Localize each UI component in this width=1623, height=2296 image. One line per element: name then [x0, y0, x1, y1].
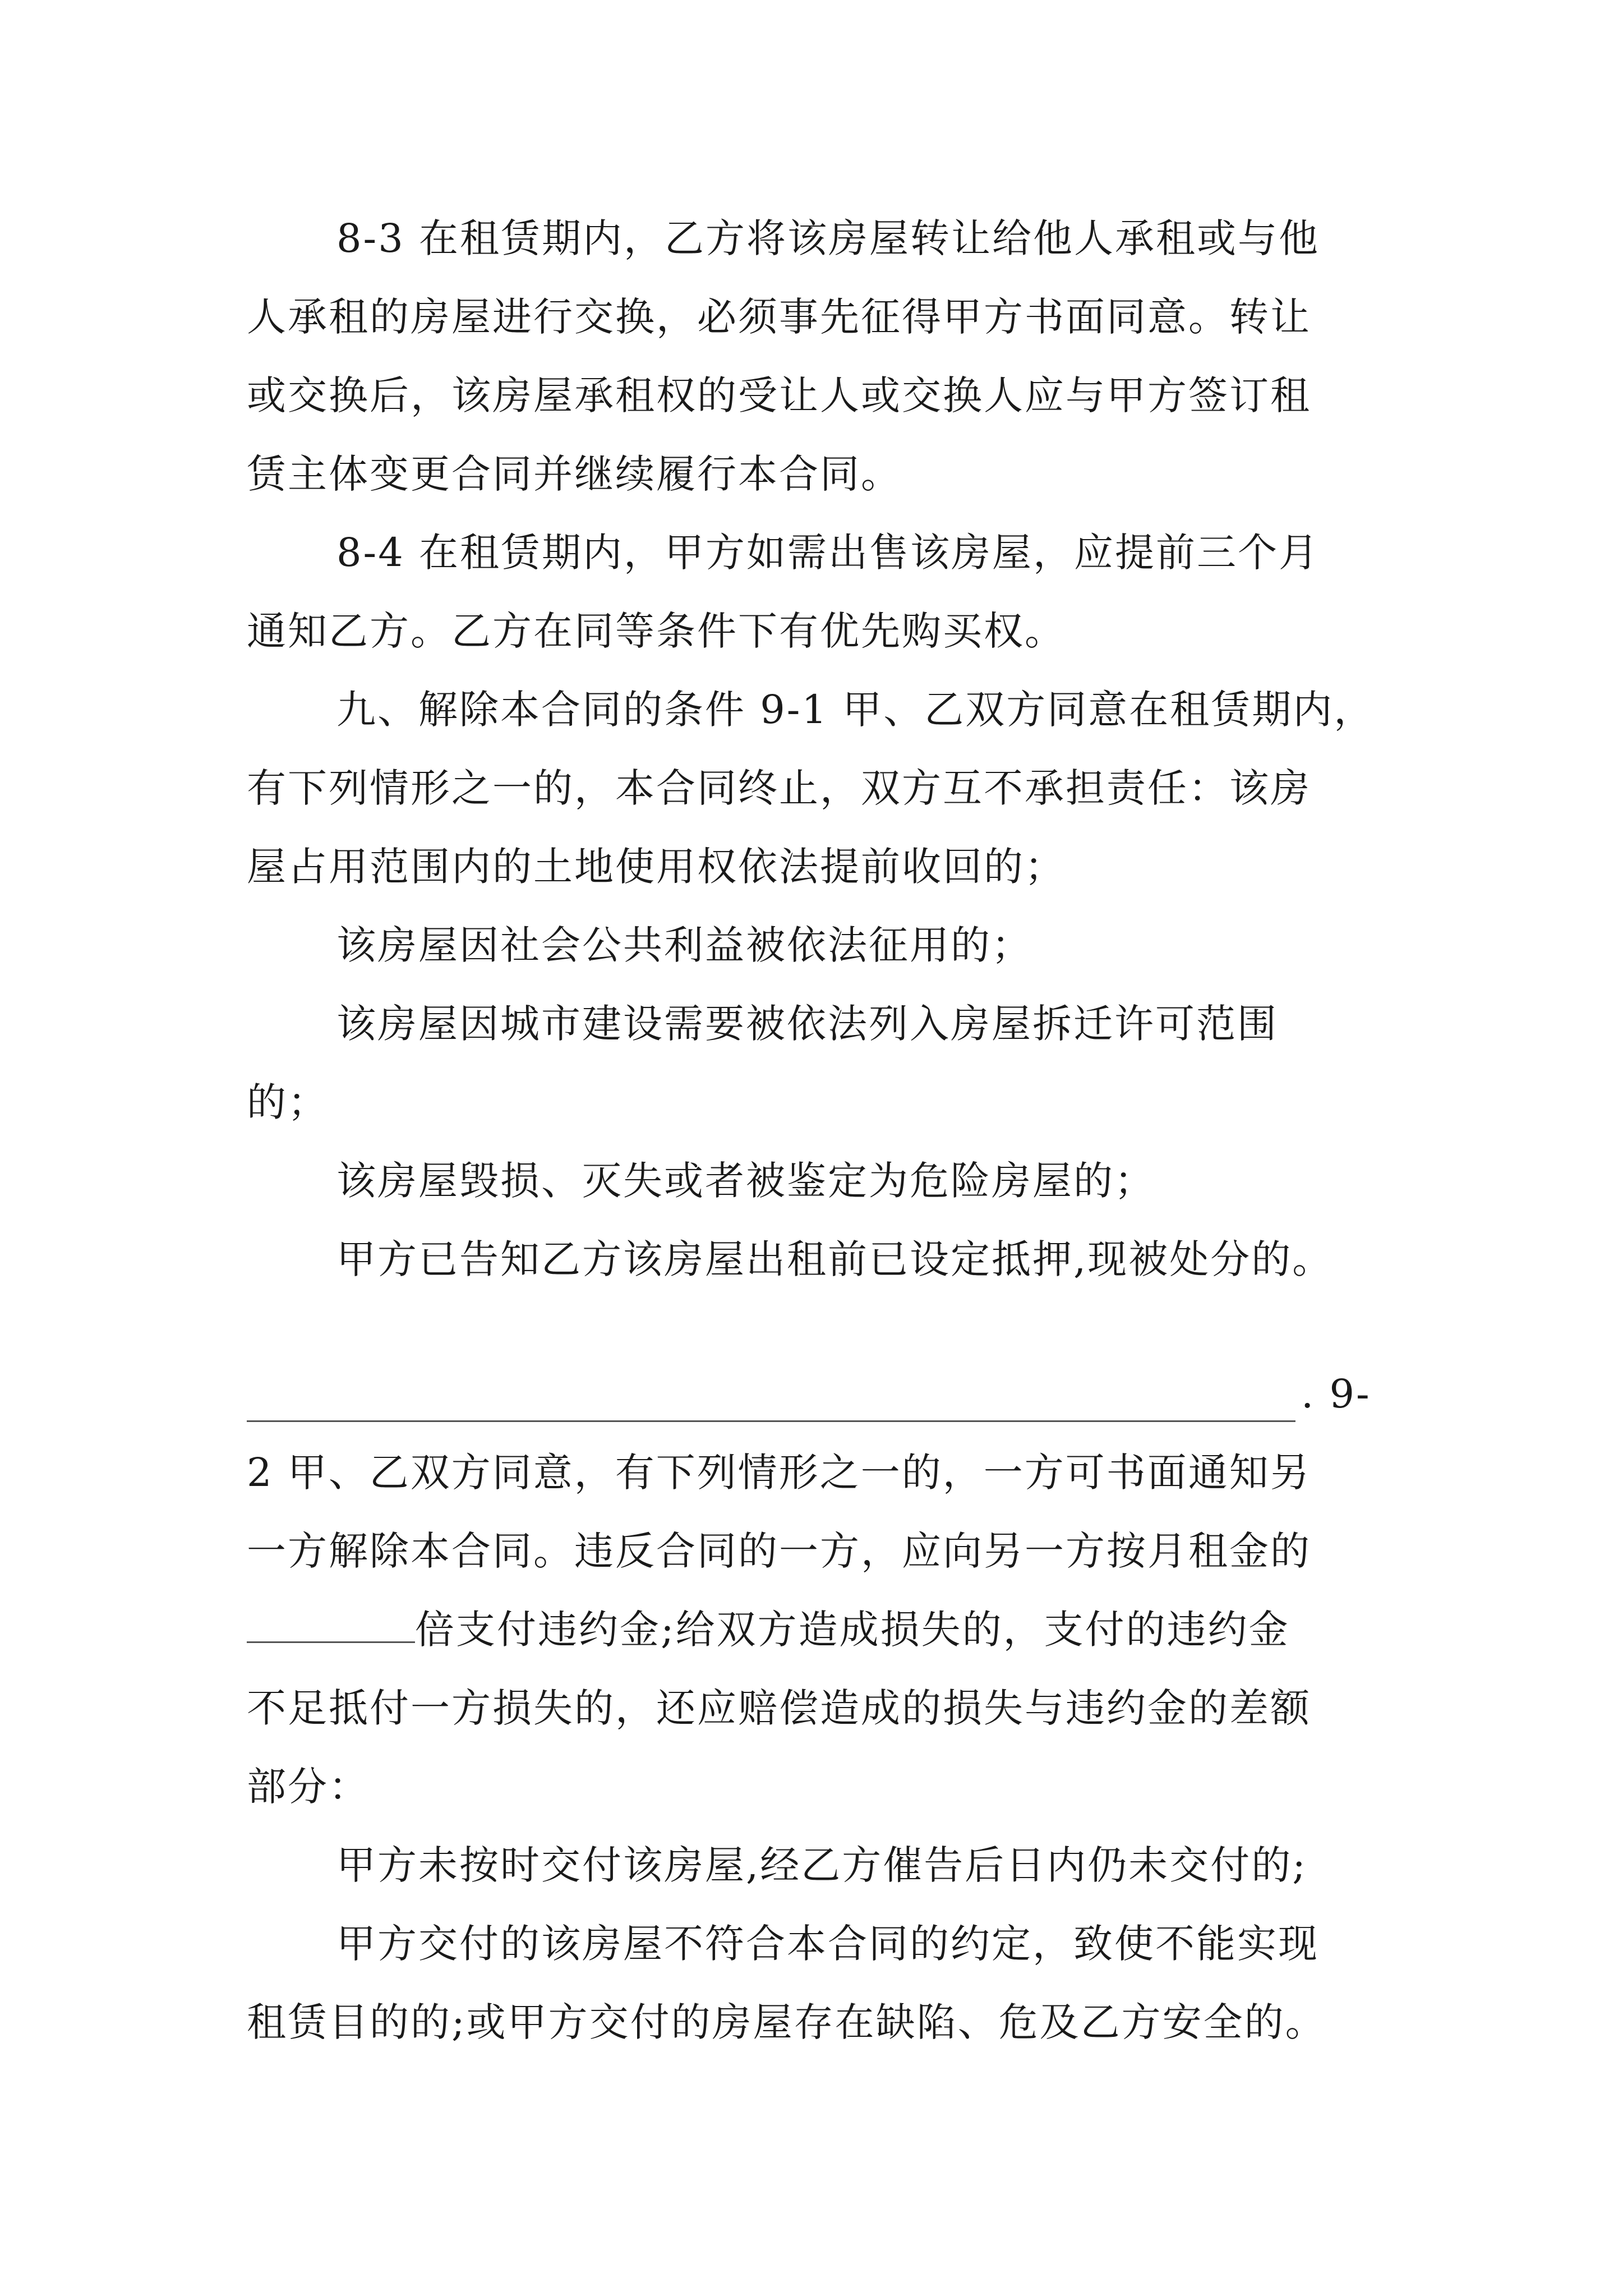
paragraph-line: 8-3 在租赁期内，乙方将该房屋转让给他人承租或与他 [336, 215, 1320, 261]
paragraph-line-with-blank [247, 1602, 1402, 1658]
paragraph-line: 九、解除本合同的条件 9-1 甲、乙双方同意在租赁期内， [336, 687, 1375, 733]
paragraph-line: 一方解除本合同。违反合同的一方，应向另一方按月租金的 [247, 1528, 1311, 1574]
paragraph-line: 通知乙方。乙方在同等条件下有优先购买权。 [247, 608, 1066, 654]
paragraph-line: 人承租的房屋进行交换，必须事先征得甲方书面同意。转让 [247, 294, 1311, 340]
paragraph-line: 该房屋毁损、灭失或者被鉴定为危险房屋的； [336, 1158, 1155, 1204]
paragraph-line: 部分： [247, 1764, 370, 1810]
paragraph-line: 赁主体变更合同并继续履行本合同。 [247, 451, 902, 497]
paragraph-line: 有下列情形之一的，本合同终止，双方互不承担责任：该房 [247, 765, 1311, 811]
paragraph-line: 8-4 在租赁期内，甲方如需出售该房屋，应提前三个月 [336, 530, 1320, 576]
paragraph-line: 甲方交付的该房屋不符合本合同的约定，致使不能实现 [336, 1921, 1319, 1967]
paragraph-line: 屋占用范围内的土地使用权依法提前收回的； [247, 844, 1066, 890]
paragraph-line: 或交换后，该房屋承租权的受让人或交换人应与甲方签订租 [247, 372, 1311, 418]
paragraph-line: 的； [247, 1079, 329, 1125]
fill-in-blank [247, 1605, 415, 1643]
paragraph-line: 甲方已告知乙方该房屋出租前已设定抵押,现被处分的。 [336, 1236, 1334, 1282]
paragraph-line: 该房屋因城市建设需要被依法列入房屋拆迁许可范围 [336, 1001, 1278, 1047]
clause-number-fragment: . 9- [1301, 1371, 1371, 1417]
paragraph-line: 租赁目的的;或甲方交付的房屋存在缺陷、危及乙方安全的。 [247, 1999, 1326, 2045]
paragraph-line: 2 甲、乙双方同意，有下列情形之一的，一方可书面通知另 [247, 1450, 1311, 1496]
paragraph-line: 不足抵付一方损失的，还应赔偿造成的损失与违约金的差额 [247, 1685, 1311, 1731]
paragraph-line: 该房屋因社会公共利益被依法征用的； [336, 922, 1032, 968]
paragraph-line: 甲方未按时交付该房屋,经乙方催告后日内仍未交付的; [336, 1842, 1307, 1888]
paragraph-text: 倍支付违约金;给双方造成损失的，支付的违约金 [415, 1607, 1290, 1653]
fill-in-rule [247, 1420, 1295, 1422]
